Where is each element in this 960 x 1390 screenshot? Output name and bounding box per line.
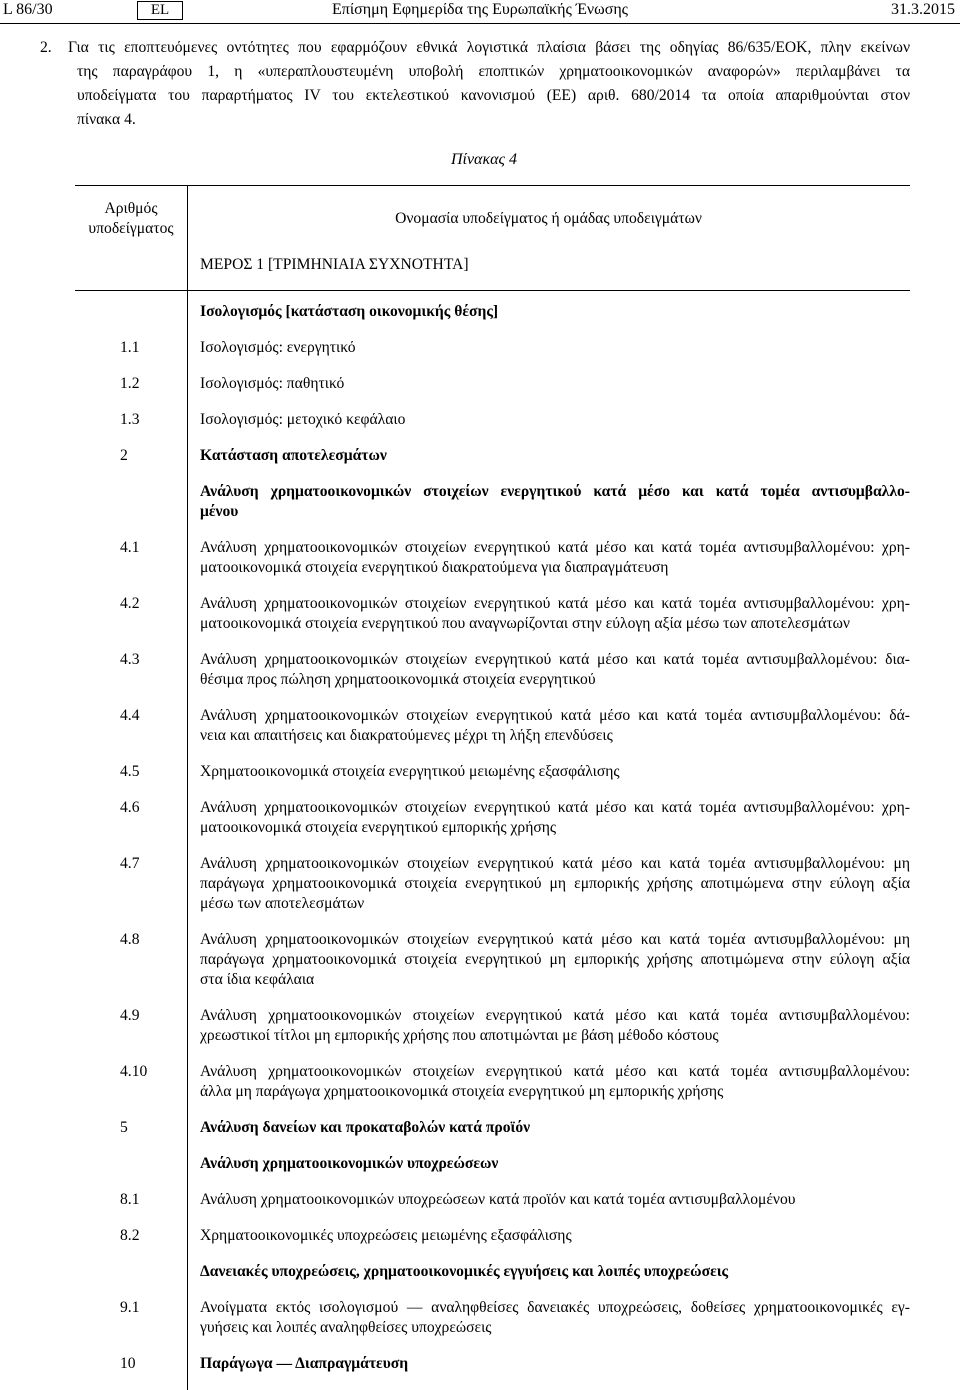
table-row (75, 586, 910, 642)
template-name-line: Ισολογισμός: μετοχικό κεφάλαιο (200, 411, 406, 428)
template-name-line: Ισολογισμός: ενεργητικό (200, 339, 356, 356)
template-name-line: Ισολογισμός: παθητικό (200, 375, 345, 392)
template-name-line: Ανάλυση δανείων και προκαταβολών κατά προϊόν (200, 1119, 531, 1136)
table-row (75, 530, 910, 586)
template-number: 8.2 (120, 1227, 140, 1244)
table-group-row (75, 474, 910, 530)
table-row (75, 1290, 910, 1346)
template-name (200, 650, 910, 690)
table-row (75, 1054, 910, 1110)
template-name-line: θέσιμα προς πώληση χρηματοοικονομικά στοιχεία ενεργητικού (200, 671, 596, 688)
template-name-line: Δανειακές υποχρεώσεις, χρηματοοικονομικές εγγυήσεις και λοιπές υποχρεώσεις (200, 1263, 729, 1280)
template-name-line: στα ίδια κεφάλαια (200, 971, 315, 988)
table-column-divider (187, 185, 188, 1390)
header-rule (0, 23, 960, 24)
template-number: 4.10 (120, 1063, 148, 1080)
table-row (75, 1182, 910, 1218)
paragraph-first-line (40, 36, 910, 60)
template-name (200, 594, 910, 634)
table-header (75, 186, 910, 291)
template-name (200, 1354, 910, 1374)
template-name-line: ματοοικονομικά στοιχεία ενεργητικού διακρατούμενα για διαπραγμάτευση (200, 559, 669, 576)
template-name (200, 1006, 910, 1046)
template-name (200, 538, 910, 578)
paragraph-number: 2. (40, 39, 52, 56)
column-header-number (75, 199, 187, 239)
template-name-line: Ανάλυση χρηματοοικονομικών στοιχείων ενεργητικού κατά μέσο και κατά τομέα αντισυμβαλλομένου: δά- (200, 707, 910, 724)
template-name (200, 930, 910, 990)
template-name-line: παράγωγα χρηματοοικονομικά στοιχεία ενεργητικού μη εμπορικής χρήσης αποτιμώμενα στην εύλογη αξία (200, 875, 910, 892)
table-group-row (75, 1110, 910, 1146)
table-row (75, 790, 910, 846)
template-name (200, 1298, 910, 1338)
paragraph-line: υποδείγματα του παραρτήματος IV του εκτελεστικού κανονισμού (ΕΕ) αριθ. 680/2014 τα οποία απαριθμούνται στον (77, 87, 910, 104)
column-header-name: Ονομασία υποδείγματος ή ομάδας υποδειγμάτων (395, 210, 702, 227)
template-name (200, 482, 910, 522)
template-name (200, 1118, 910, 1138)
template-number: 5 (120, 1119, 128, 1136)
template-number (75, 1262, 200, 1282)
table-body (75, 291, 910, 1382)
paragraph-line: της παραγράφου 1, η «υπεραπλουστευμένη υποβολή εποπτικών χρηματοοικονομικών αναφορών» περιλαμβάνει τα (77, 63, 910, 80)
template-name-line: Ανάλυση χρηματοοικονομικών στοιχείων ενεργητικού κατά μέσο και κατά τομέα αντισυμβαλλομένου: χρη- (200, 799, 910, 816)
paragraph-line: πίνακα 4. (77, 111, 136, 128)
template-name (200, 1190, 910, 1210)
template-name-line: Ανάλυση χρηματοοικονομικών στοιχείων ενεργητικού κατά μέσο και κατά τομέα αντισυμβαλλομένου: (200, 1063, 910, 1080)
template-name-line: μένου (200, 503, 239, 520)
template-name-line: Ανάλυση χρηματοοικονομικών υποχρεώσεων (200, 1155, 499, 1172)
table-row (75, 642, 910, 698)
template-name (200, 854, 910, 914)
template-name (200, 1062, 910, 1102)
table-row (75, 366, 910, 402)
template-name (200, 798, 910, 838)
template-name-line: Ανάλυση χρηματοοικονομικών στοιχείων ενεργητικού κατά μέσο και κατά τομέα αντισυμβαλλομένου: δια- (200, 651, 910, 668)
template-name (200, 410, 910, 430)
template-name (200, 706, 910, 746)
template-number: 4.3 (120, 651, 140, 668)
table-group-row (75, 294, 910, 330)
table-row (75, 1218, 910, 1254)
template-name-line: ματοοικονομικά στοιχεία ενεργητικού που αναγνωρίζονται στην εύλογη αξία μέσω των αποτελεσμάτων (200, 615, 850, 632)
table-row (75, 698, 910, 754)
table (75, 185, 910, 1382)
template-number: 1.2 (120, 375, 140, 392)
template-number: 4.2 (120, 595, 140, 612)
template-name-line: γυήσεις και λοιπές αναληφθείσες υποχρεώσεις (200, 1319, 492, 1336)
template-number: 4.9 (120, 1007, 140, 1024)
template-name (200, 1226, 910, 1246)
table-title: Πίνακας 4 (450, 151, 518, 168)
template-number: 10 (120, 1355, 136, 1372)
table-group-row (75, 1254, 910, 1290)
template-number (75, 482, 200, 522)
table-row (75, 922, 910, 998)
template-number: 8.1 (120, 1191, 140, 1208)
template-name-line: παράγωγα χρηματοοικονομικά στοιχεία ενεργητικού μη εμπορικής χρήσης αποτιμώμενα στην εύλογη αξία (200, 951, 910, 968)
template-name-line: ματοοικονομικά στοιχεία ενεργητικού εμπορικής χρήσης (200, 819, 557, 836)
template-number: 4.6 (120, 799, 140, 816)
template-name (200, 446, 910, 466)
table-group-row (75, 438, 910, 474)
template-name-line: Παράγωγα — Διαπραγμάτευση (200, 1355, 409, 1372)
template-name-line: Ανάλυση χρηματοοικονομικών υποχρεώσεων κατά προϊόν και κατά τομέα αντισυμβαλλομένου (200, 1191, 796, 1208)
section-heading: ΜΕΡΟΣ 1 [ΤΡΙΜΗΝΙΑΙΑ ΣΥΧΝΟΤΗΤΑ] (200, 256, 469, 273)
template-number: 1.1 (120, 339, 140, 356)
template-name-line: Ανάλυση χρηματοοικονομικών στοιχείων ενεργητικού κατά μέσο και κατά τομέα αντισυμβαλλομένου: μη (200, 931, 910, 948)
table-row (75, 754, 910, 790)
template-name-line: Χρηματοοικονομικά στοιχεία ενεργητικού μειωμένης εξασφάλισης (200, 763, 620, 780)
language-badge: EL (137, 1, 183, 20)
paragraph (40, 36, 910, 132)
paragraph-line: Για τις εποπτευόμενες οντότητες που εφαρμόζουν εθνικά λογιστικά πλαίσια βάσει της οδηγίας 86/635/ΕΟΚ, πλην εκείνων (68, 39, 910, 56)
template-name (200, 1154, 910, 1174)
template-number (75, 1154, 200, 1174)
table-row (75, 330, 910, 366)
template-number: 1.3 (120, 411, 140, 428)
template-name-line: Ανάλυση χρηματοοικονομικών στοιχείων ενεργητικού κατά μέσο και κατά τομέα αντισυμβαλλο- (200, 483, 910, 500)
template-number: 4.7 (120, 855, 140, 872)
template-name-line: Ανάλυση χρηματοοικονομικών στοιχείων ενεργητικού κατά μέσο και κατά τομέα αντισυμβαλλομένου: μη (200, 855, 910, 872)
template-name-line: μέσω των αποτελεσμάτων (200, 895, 365, 912)
template-number: 4.5 (120, 763, 140, 780)
template-name (200, 338, 910, 358)
template-name (200, 302, 910, 322)
template-name-line: χρεωστικοί τίτλοι μη εμπορικής χρήσης που αποτιμώνται με βάση μέθοδο κόστους (200, 1027, 719, 1044)
template-name-line: Κατάσταση αποτελεσμάτων (200, 447, 387, 464)
template-number: 2 (120, 447, 128, 464)
table-group-row (75, 1146, 910, 1182)
journal-title: Επίσημη Εφημερίδα της Ευρωπαϊκής Ένωσης (331, 1, 629, 18)
template-number: 4.1 (120, 539, 140, 556)
table-row (75, 998, 910, 1054)
template-name-line: Ανοίγματα εκτός ισολογισμού — αναληφθείσες δανειακές υποχρεώσεις, δοθείσες χρηματοοικονομικές εγ- (200, 1299, 910, 1316)
column-header-number-line: υποδείγματος (88, 220, 174, 237)
column-header-number-line: Αριθμός (104, 200, 158, 217)
template-number: 9.1 (120, 1299, 140, 1316)
template-name-line: νεια και απαιτήσεις και διακρατούμενες μέχρι τη λήξη επενδύσεις (200, 727, 613, 744)
page-reference: L 86/30 (3, 1, 53, 18)
issue-date: 31.3.2015 (891, 1, 955, 18)
template-name-line: Ανάλυση χρηματοοικονομικών στοιχείων ενεργητικού κατά μέσο και κατά τομέα αντισυμβαλλομένου: (200, 1007, 910, 1024)
template-name (200, 374, 910, 394)
template-name-line: Ανάλυση χρηματοοικονομικών στοιχείων ενεργητικού κατά μέσο και κατά τομέα αντισυμβαλλομένου: χρη- (200, 595, 910, 612)
template-name (200, 1262, 910, 1282)
template-number: 4.4 (120, 707, 140, 724)
template-name-line: άλλα μη παράγωγα χρηματοοικονομικά στοιχεία ενεργητικού μη εμπορικής χρήσης (200, 1083, 724, 1100)
template-name-line: Χρηματοοικονομικές υποχρεώσεις μειωμένης εξασφάλισης (200, 1227, 572, 1244)
template-number (75, 302, 200, 322)
template-name-line: Ισολογισμός [κατάσταση οικονομικής θέσης] (200, 303, 499, 320)
template-name-line: Ανάλυση χρηματοοικονομικών στοιχείων ενεργητικού κατά μέσο και κατά τομέα αντισυμβαλλομένου: χρη- (200, 539, 910, 556)
table-row (75, 402, 910, 438)
template-number: 4.8 (120, 931, 140, 948)
table-row (75, 846, 910, 922)
table-group-row (75, 1346, 910, 1382)
template-name (200, 762, 910, 782)
